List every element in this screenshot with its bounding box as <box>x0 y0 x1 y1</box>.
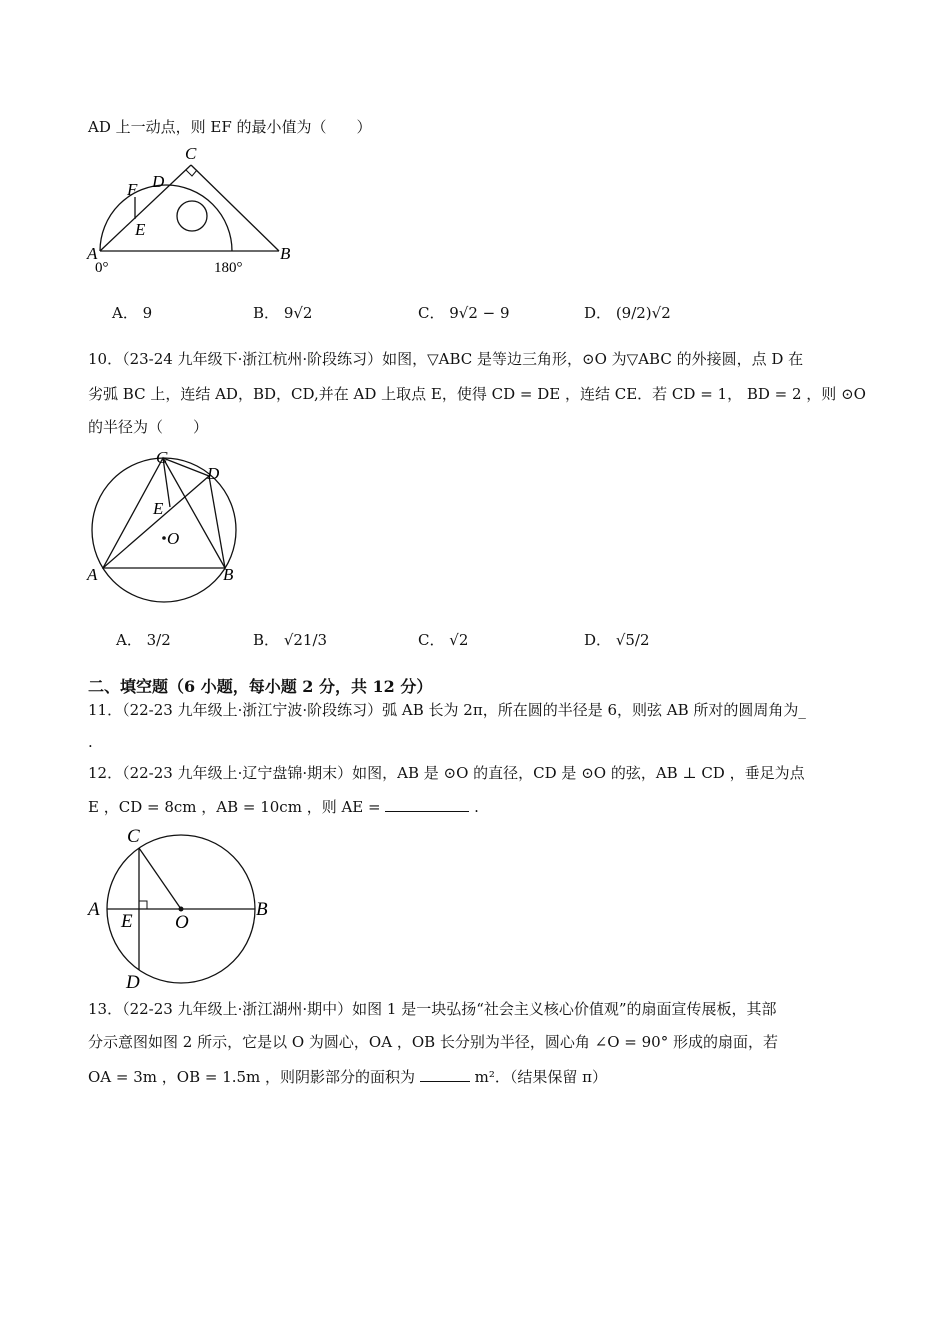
q10-option-d <box>584 630 650 650</box>
q9-option-a <box>112 303 152 323</box>
option-key: D． <box>584 304 612 322</box>
line-CD <box>163 458 209 476</box>
q11-line-2: . <box>88 733 93 751</box>
label-C: C <box>156 448 168 467</box>
option-value: √2 <box>449 631 469 649</box>
q13-line-1: 13．（22-23 九年级上·浙江湖州·期中）如图 1 是一块弘扬“社会主义核心价值观”的扇面宣传展板，其部 <box>88 1000 777 1018</box>
q10-line-1: 10．（23-24 九年级下·浙江杭州·阶段练习）如图，▽ABC 是等边三角形，⊙O 为▽ABC 的外接圆，点 D 在 <box>88 350 804 368</box>
label-B: B <box>280 244 291 263</box>
label-E: E <box>121 911 133 932</box>
option-value: √5/2 <box>615 631 650 649</box>
q10-option-c <box>418 630 468 650</box>
label-D: D <box>126 972 140 992</box>
label-C: C <box>127 826 140 847</box>
protractor-hole <box>177 201 207 231</box>
q12-line-2-end: . <box>474 798 479 816</box>
q10-option-b <box>253 630 327 650</box>
option-value: 3/2 <box>146 631 171 649</box>
q11-line-1: 11．（22-23 九年级上·浙江宁波·阶段练习）弧 AB 长为 2π，所在圆的半径是 6，则弦 AB 所对的圆周角为_ <box>88 701 806 719</box>
q12-line-1: 12．（22-23 九年级上·辽宁盘锦·期末）如图，AB 是 ⊙O 的直径，CD 是 ⊙O 的弦，AB ⊥ CD ，垂足为点 <box>88 764 805 782</box>
option-value: 9√2 − 9 <box>449 304 510 322</box>
label-0deg: 0° <box>95 260 109 275</box>
q13-line-3-end: m²．（结果保留 π） <box>474 1068 607 1086</box>
q9-option-d <box>584 303 671 323</box>
label-A: A <box>87 244 98 263</box>
q9-stem-tail: AD 上一动点，则 EF 的最小值为（ ） <box>88 118 372 136</box>
q10-figure <box>86 446 246 608</box>
q10-option-a <box>116 630 171 650</box>
segment-CO <box>139 848 181 909</box>
q12-figure <box>86 824 276 992</box>
option-key: B． <box>253 631 280 649</box>
q10-line-2: 劣弧 BC 上，连结 AD，BD，CD,并在 AD 上取点 E，使得 CD = DE ，连结 CE．若 CD = 1， BD = 2 ，则 ⊙O <box>88 385 866 403</box>
q13-answer-blank[interactable] <box>420 1065 470 1082</box>
option-key: B． <box>253 304 280 322</box>
right-angle-mark <box>139 901 147 909</box>
q13-line-3 <box>88 1065 607 1087</box>
option-key: A． <box>116 631 142 649</box>
q9-option-c <box>418 303 510 323</box>
option-key: D． <box>584 631 612 649</box>
center-O-dot <box>179 907 184 912</box>
label-F: F <box>127 180 138 199</box>
label-A: A <box>88 899 100 920</box>
label-C: C <box>185 144 197 163</box>
option-value: (9/2)√2 <box>615 304 671 322</box>
option-key: C． <box>418 304 445 322</box>
protractor-arc <box>100 185 232 251</box>
label-D: D <box>152 172 165 191</box>
q13-line-2: 分示意图如图 2 所示，它是以 O 为圆心，OA ，OB 长分别为半径，圆心角 ∠O = 90° 形成的扇面，若 <box>88 1033 778 1051</box>
option-value: √21/3 <box>283 631 328 649</box>
label-D: D <box>207 464 220 483</box>
label-E: E <box>135 220 146 239</box>
q13-line-3-text: OA = 3m ，OB = 1.5m ，则阴影部分的面积为 <box>88 1068 416 1086</box>
label-O: O <box>175 912 189 933</box>
option-value: 9 <box>142 304 153 322</box>
label-O: O <box>167 529 180 548</box>
section-title-fill-in: 二、填空题（6 小题，每小题 2 分，共 12 分） <box>88 677 433 696</box>
option-key: C． <box>418 631 445 649</box>
q12-answer-blank[interactable] <box>385 795 469 812</box>
option-value: 9√2 <box>283 304 313 322</box>
label-E: E <box>153 499 164 518</box>
q10-line-3: 的半径为（ ） <box>88 418 209 436</box>
line-AD <box>103 476 209 568</box>
option-key: A． <box>112 304 138 322</box>
q12-line-2 <box>88 795 479 817</box>
line-AC <box>100 165 191 251</box>
right-angle-mark <box>186 170 197 176</box>
q9-figure <box>86 143 308 275</box>
label-A: A <box>87 565 98 584</box>
center-O-dot <box>162 536 166 540</box>
label-B: B <box>223 565 234 584</box>
label-180deg: 180° <box>214 260 243 275</box>
q9-option-b <box>253 303 312 323</box>
q12-line-2-text: E ，CD = 8cm ，AB = 10cm ，则 AE = <box>88 798 381 816</box>
label-B: B <box>256 899 268 920</box>
